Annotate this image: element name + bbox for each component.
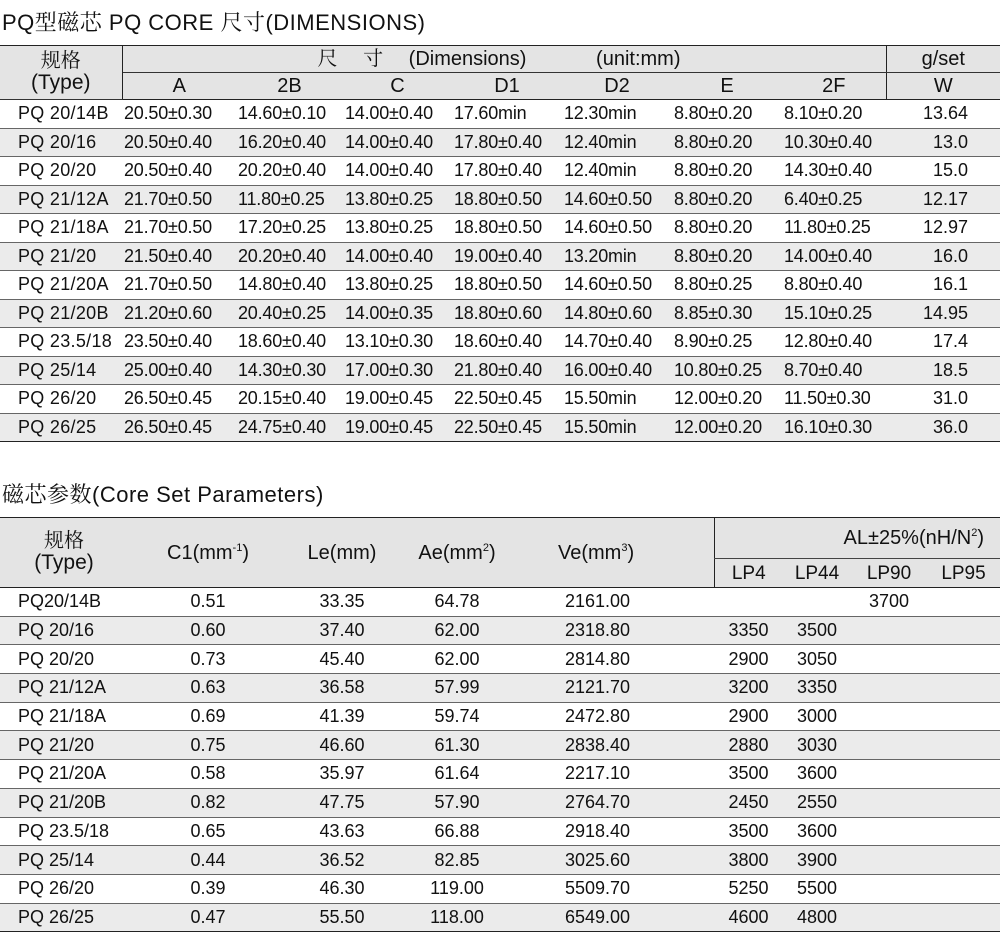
- ae-cell: 62.00: [396, 645, 518, 674]
- dimension-cell: 20.50±0.40: [122, 157, 236, 186]
- al-cell-lp90: [851, 645, 927, 674]
- table-row: [0, 413, 1000, 442]
- ve-cell: 2161.00: [518, 588, 714, 617]
- ve-cell: 2472.80: [518, 702, 714, 731]
- type-cell: PQ 25/14: [0, 846, 128, 875]
- param-type-header: [0, 518, 128, 588]
- table-row: [0, 214, 1000, 243]
- dimension-cell: 14.00±0.40: [343, 157, 452, 186]
- dimension-cell: 6.40±0.25: [782, 185, 886, 214]
- param-type-header-cn: 规格: [44, 529, 84, 552]
- table-row: [0, 903, 1000, 932]
- al-cell-lp95: [927, 874, 1000, 903]
- type-header-cn: 规格: [40, 49, 81, 72]
- dimension-cell: 14.80±0.40: [236, 271, 343, 300]
- dimension-cell: 21.20±0.60: [122, 299, 236, 328]
- type-cell: PQ 26/20: [0, 874, 128, 903]
- parameters-title: 磁芯参数(Core Set Parameters): [2, 482, 324, 507]
- dimension-cell: 13.10±0.30: [343, 328, 452, 357]
- type-cell: PQ 21/20B: [0, 299, 122, 328]
- ae-cell: 61.64: [396, 760, 518, 789]
- ae-cell: 59.74: [396, 702, 518, 731]
- type-cell: PQ 26/25: [0, 903, 128, 932]
- weight-cell: 18.5: [886, 356, 1000, 385]
- table-row: [0, 702, 1000, 731]
- al-cell-lp44: 3900: [783, 846, 851, 875]
- al-cell-lp44: 3030: [783, 731, 851, 760]
- dimension-cell: 13.20min: [562, 242, 672, 271]
- al-cell-lp90: [851, 760, 927, 789]
- le-cell: 47.75: [288, 788, 396, 817]
- dimension-cell: 8.80±0.20: [672, 157, 782, 186]
- dimension-cell: 22.50±0.45: [452, 413, 562, 442]
- al-cell-lp90: [851, 817, 927, 846]
- weight-cell: 14.95: [886, 299, 1000, 328]
- weight-cell: 36.0: [886, 413, 1000, 442]
- dimension-cell: 19.00±0.40: [452, 242, 562, 271]
- type-cell: PQ 20/20: [0, 157, 122, 186]
- dimension-cell: 8.80±0.20: [672, 128, 782, 157]
- type-cell: PQ 20/16: [0, 616, 128, 645]
- ae-cell: 118.00: [396, 903, 518, 932]
- al-cell-lp90: [851, 874, 927, 903]
- al-cell-lp4: 2900: [714, 645, 783, 674]
- al-cell-lp44: 3500: [783, 616, 851, 645]
- dimension-cell: 16.00±0.40: [562, 356, 672, 385]
- type-cell: PQ 21/18A: [0, 702, 128, 731]
- dim-column-header: 2F: [782, 73, 886, 100]
- c1-cell: 0.47: [128, 903, 288, 932]
- table-row: [0, 588, 1000, 617]
- c1-cell: 0.60: [128, 616, 288, 645]
- table-row: [0, 846, 1000, 875]
- ve-cell: 2918.40: [518, 817, 714, 846]
- ve-cell: 3025.60: [518, 846, 714, 875]
- dimension-cell: 21.70±0.50: [122, 185, 236, 214]
- table-row: [0, 157, 1000, 186]
- dimension-cell: 14.60±0.10: [236, 100, 343, 129]
- al-cell-lp95: [927, 616, 1000, 645]
- al-cell-lp90: [851, 788, 927, 817]
- param-type-header-en: (Type): [34, 550, 94, 574]
- al-cell-lp4: 2900: [714, 702, 783, 731]
- type-cell: PQ 25/14: [0, 356, 122, 385]
- dimension-cell: 18.60±0.40: [236, 328, 343, 357]
- al-cell-lp95: [927, 846, 1000, 875]
- type-cell: PQ 26/25: [0, 413, 122, 442]
- le-cell: 41.39: [288, 702, 396, 731]
- le-cell: 36.52: [288, 846, 396, 875]
- dimension-cell: 18.80±0.50: [452, 185, 562, 214]
- dimension-cell: 17.60min: [452, 100, 562, 129]
- le-cell: 37.40: [288, 616, 396, 645]
- al-cell-lp90: [851, 846, 927, 875]
- ae-cell: 119.00: [396, 874, 518, 903]
- dimension-cell: 14.30±0.40: [782, 157, 886, 186]
- table-row: [0, 817, 1000, 846]
- al-cell-lp44: 3000: [783, 702, 851, 731]
- dimension-cell: 21.70±0.50: [122, 214, 236, 243]
- c1-cell: 0.65: [128, 817, 288, 846]
- al-cell-lp4: 2880: [714, 731, 783, 760]
- dimension-cell: 8.80±0.20: [672, 214, 782, 243]
- al-cell-lp90: [851, 702, 927, 731]
- al-cell-lp44: 3350: [783, 674, 851, 703]
- dimension-cell: 12.00±0.20: [672, 413, 782, 442]
- al-header: $AL\pm 25\%(nH/N^2)$: [714, 518, 1000, 559]
- dimension-cell: 14.00±0.35: [343, 299, 452, 328]
- dimension-cell: 14.00±0.40: [343, 100, 452, 129]
- dimension-cell: 8.90±0.25: [672, 328, 782, 357]
- dimensions-table: [0, 45, 1000, 442]
- material-header: LP90: [851, 559, 927, 588]
- dimension-cell: 13.80±0.25: [343, 185, 452, 214]
- ve-cell: 2764.70: [518, 788, 714, 817]
- material-header: LP44: [783, 559, 851, 588]
- dimension-cell: 20.50±0.40: [122, 128, 236, 157]
- ae-cell: 57.90: [396, 788, 518, 817]
- al-cell-lp4: 3200: [714, 674, 783, 703]
- le-cell: 35.97: [288, 760, 396, 789]
- dimension-cell: 21.80±0.40: [452, 356, 562, 385]
- le-cell: 55.50: [288, 903, 396, 932]
- dimension-cell: 14.70±0.40: [562, 328, 672, 357]
- weight-cell: 17.4: [886, 328, 1000, 357]
- dimension-cell: 24.75±0.40: [236, 413, 343, 442]
- c1-cell: 0.58: [128, 760, 288, 789]
- ae-cell: 62.00: [396, 616, 518, 645]
- table-row: [0, 328, 1000, 357]
- type-header: [0, 46, 122, 100]
- weight-cell: 31.0: [886, 385, 1000, 414]
- table-row: [0, 356, 1000, 385]
- ae-cell: 57.99: [396, 674, 518, 703]
- ae-cell: 66.88: [396, 817, 518, 846]
- al-cell-lp4: 4600: [714, 903, 783, 932]
- weight-cell: 12.97: [886, 214, 1000, 243]
- dimension-cell: 21.50±0.40: [122, 242, 236, 271]
- weight-cell: 12.17: [886, 185, 1000, 214]
- dimensions-header-cn: 尺 寸: [317, 48, 394, 70]
- le-cell: 33.35: [288, 588, 396, 617]
- table-row: [0, 616, 1000, 645]
- dimension-cell: 8.80±0.25: [672, 271, 782, 300]
- weight-cell: 15.0: [886, 157, 1000, 186]
- ve-cell: 2217.10: [518, 760, 714, 789]
- dimension-cell: 15.50min: [562, 385, 672, 414]
- weight-cell: 16.0: [886, 242, 1000, 271]
- ae-cell: 61.30: [396, 731, 518, 760]
- dimension-cell: 26.50±0.45: [122, 413, 236, 442]
- ve-cell: 6549.00: [518, 903, 714, 932]
- type-cell: PQ 20/20: [0, 645, 128, 674]
- dim-column-header: W: [886, 73, 1000, 100]
- weight-unit-header: g/set: [886, 46, 1000, 73]
- dimension-cell: 20.20±0.40: [236, 242, 343, 271]
- dimension-cell: 11.80±0.25: [782, 214, 886, 243]
- type-cell: PQ 21/20: [0, 242, 122, 271]
- dimension-cell: 8.80±0.40: [782, 271, 886, 300]
- al-cell-lp95: [927, 731, 1000, 760]
- dim-column-header: A: [122, 73, 236, 100]
- dimension-cell: 12.40min: [562, 128, 672, 157]
- le-cell: 36.58: [288, 674, 396, 703]
- dimension-cell: 8.80±0.20: [672, 242, 782, 271]
- dimension-cell: 11.50±0.30: [782, 385, 886, 414]
- dimension-cell: 14.00±0.40: [782, 242, 886, 271]
- al-cell-lp4: 5250: [714, 874, 783, 903]
- c1-header: $C1(mm^{-1})$: [128, 518, 288, 588]
- ve-cell: 2838.40: [518, 731, 714, 760]
- type-cell: PQ 21/20A: [0, 271, 122, 300]
- ve-cell: 2121.70: [518, 674, 714, 703]
- type-cell: PQ 23.5/18: [0, 817, 128, 846]
- type-cell: PQ 21/12A: [0, 674, 128, 703]
- dimension-cell: 8.70±0.40: [782, 356, 886, 385]
- dimension-cell: 20.15±0.40: [236, 385, 343, 414]
- type-cell: PQ 21/20: [0, 731, 128, 760]
- al-cell-lp90: 3700: [851, 588, 927, 617]
- dimension-cell: 25.00±0.40: [122, 356, 236, 385]
- dimension-cell: 10.30±0.40: [782, 128, 886, 157]
- al-cell-lp95: [927, 588, 1000, 617]
- type-cell: PQ 21/20B: [0, 788, 128, 817]
- dimension-cell: 15.50min: [562, 413, 672, 442]
- dimension-cell: 16.20±0.40: [236, 128, 343, 157]
- table-row: [0, 788, 1000, 817]
- ve-header: $Ve(mm^3)$: [518, 518, 714, 588]
- dimension-cell: 8.80±0.20: [672, 100, 782, 129]
- al-cell-lp44: 3600: [783, 760, 851, 789]
- dimension-cell: 20.50±0.30: [122, 100, 236, 129]
- al-cell-lp90: [851, 616, 927, 645]
- al-cell-lp44: 3600: [783, 817, 851, 846]
- al-cell-lp95: [927, 817, 1000, 846]
- type-cell: PQ 21/12A: [0, 185, 122, 214]
- unit-label: (unit:mm): [596, 48, 681, 70]
- dimension-cell: 17.00±0.30: [343, 356, 452, 385]
- type-header-en: (Type): [30, 70, 91, 94]
- table-row: [0, 185, 1000, 214]
- type-cell: PQ 20/14B: [0, 100, 122, 129]
- dimension-cell: 21.70±0.50: [122, 271, 236, 300]
- weight-cell: 13.64: [886, 100, 1000, 129]
- dimensions-header: [122, 46, 886, 73]
- c1-cell: 0.75: [128, 731, 288, 760]
- dimension-cell: 17.80±0.40: [452, 128, 562, 157]
- dimension-cell: 14.80±0.60: [562, 299, 672, 328]
- al-cell-lp4: 2450: [714, 788, 783, 817]
- al-cell-lp4: 3500: [714, 760, 783, 789]
- table-row: [0, 242, 1000, 271]
- c1-cell: 0.63: [128, 674, 288, 703]
- le-cell: 45.40: [288, 645, 396, 674]
- al-cell-lp4: 3500: [714, 817, 783, 846]
- al-cell-lp95: [927, 645, 1000, 674]
- al-cell-lp44: [783, 588, 851, 617]
- al-cell-lp44: 3050: [783, 645, 851, 674]
- dimension-cell: 12.40min: [562, 157, 672, 186]
- table-row: [0, 874, 1000, 903]
- dimensions-header-en: (Dimensions): [408, 48, 527, 70]
- dimension-cell: 8.10±0.20: [782, 100, 886, 129]
- dimension-cell: 18.80±0.50: [452, 214, 562, 243]
- table-row: [0, 128, 1000, 157]
- al-cell-lp95: [927, 903, 1000, 932]
- weight-cell: 13.0: [886, 128, 1000, 157]
- dimension-cell: 14.60±0.50: [562, 271, 672, 300]
- dim-column-header: D2: [562, 73, 672, 100]
- al-cell-lp4: 3800: [714, 846, 783, 875]
- type-cell: PQ 21/18A: [0, 214, 122, 243]
- material-header: LP4: [714, 559, 783, 588]
- al-cell-lp90: [851, 903, 927, 932]
- table-row: [0, 731, 1000, 760]
- material-header: LP95: [927, 559, 1000, 588]
- dimension-cell: 16.10±0.30: [782, 413, 886, 442]
- al-cell-lp44: 5500: [783, 874, 851, 903]
- dimension-cell: 14.30±0.30: [236, 356, 343, 385]
- dimension-cell: 8.80±0.20: [672, 185, 782, 214]
- c1-cell: 0.44: [128, 846, 288, 875]
- al-cell-lp95: [927, 760, 1000, 789]
- al-cell-lp44: 4800: [783, 903, 851, 932]
- dimension-cell: 23.50±0.40: [122, 328, 236, 357]
- table-row: [0, 271, 1000, 300]
- table-row: [0, 385, 1000, 414]
- al-cell-lp95: [927, 788, 1000, 817]
- ve-cell: 2318.80: [518, 616, 714, 645]
- al-cell-lp95: [927, 674, 1000, 703]
- type-cell: PQ 20/16: [0, 128, 122, 157]
- dimension-cell: 19.00±0.45: [343, 385, 452, 414]
- le-cell: 46.30: [288, 874, 396, 903]
- table-row: [0, 299, 1000, 328]
- al-cell-lp90: [851, 731, 927, 760]
- dimension-cell: 22.50±0.45: [452, 385, 562, 414]
- dimension-cell: 20.40±0.25: [236, 299, 343, 328]
- al-cell-lp4: [714, 588, 783, 617]
- c1-cell: 0.69: [128, 702, 288, 731]
- ve-cell: 2814.80: [518, 645, 714, 674]
- dimension-cell: 10.80±0.25: [672, 356, 782, 385]
- dimension-cell: 8.85±0.30: [672, 299, 782, 328]
- le-cell: 43.63: [288, 817, 396, 846]
- dimension-cell: 26.50±0.45: [122, 385, 236, 414]
- al-cell-lp4: 3350: [714, 616, 783, 645]
- c1-cell: 0.39: [128, 874, 288, 903]
- type-cell: PQ 26/20: [0, 385, 122, 414]
- dimension-cell: 14.00±0.40: [343, 242, 452, 271]
- type-cell: PQ 23.5/18: [0, 328, 122, 357]
- al-cell-lp95: [927, 702, 1000, 731]
- dimension-cell: 19.00±0.45: [343, 413, 452, 442]
- table-row: [0, 674, 1000, 703]
- dimension-cell: 14.60±0.50: [562, 185, 672, 214]
- dim-column-header: E: [672, 73, 782, 100]
- ae-header: $Ae(mm^2)$: [396, 518, 518, 588]
- dimension-cell: 18.60±0.40: [452, 328, 562, 357]
- dimension-cell: 11.80±0.25: [236, 185, 343, 214]
- parameters-table: [0, 517, 1000, 932]
- le-cell: 46.60: [288, 731, 396, 760]
- type-cell: PQ20/14B: [0, 588, 128, 617]
- dimension-cell: 13.80±0.25: [343, 271, 452, 300]
- weight-cell: 16.1: [886, 271, 1000, 300]
- dimension-cell: 20.20±0.40: [236, 157, 343, 186]
- ae-cell: 64.78: [396, 588, 518, 617]
- al-cell-lp44: 2550: [783, 788, 851, 817]
- dimension-cell: 18.80±0.60: [452, 299, 562, 328]
- dim-column-header: C: [343, 73, 452, 100]
- c1-cell: 0.51: [128, 588, 288, 617]
- table-row: [0, 645, 1000, 674]
- dim-column-header: D1: [452, 73, 562, 100]
- c1-cell: 0.73: [128, 645, 288, 674]
- dim-column-header: 2B: [236, 73, 343, 100]
- dimension-cell: 15.10±0.25: [782, 299, 886, 328]
- table-row: [0, 100, 1000, 129]
- dimension-cell: 17.20±0.25: [236, 214, 343, 243]
- dimension-cell: 14.60±0.50: [562, 214, 672, 243]
- dimensions-title: PQ型磁芯 PQ CORE 尺寸(DIMENSIONS): [2, 10, 426, 35]
- dimension-cell: 18.80±0.50: [452, 271, 562, 300]
- dimension-cell: 14.00±0.40: [343, 128, 452, 157]
- table-row: [0, 760, 1000, 789]
- dimension-cell: 12.30min: [562, 100, 672, 129]
- dimension-cell: 13.80±0.25: [343, 214, 452, 243]
- ae-cell: 82.85: [396, 846, 518, 875]
- le-header: Le(mm): [288, 518, 396, 588]
- dimension-cell: 12.00±0.20: [672, 385, 782, 414]
- al-cell-lp90: [851, 674, 927, 703]
- ve-cell: 5509.70: [518, 874, 714, 903]
- dimension-cell: 12.80±0.40: [782, 328, 886, 357]
- dimension-cell: 17.80±0.40: [452, 157, 562, 186]
- type-cell: PQ 21/20A: [0, 760, 128, 789]
- c1-cell: 0.82: [128, 788, 288, 817]
